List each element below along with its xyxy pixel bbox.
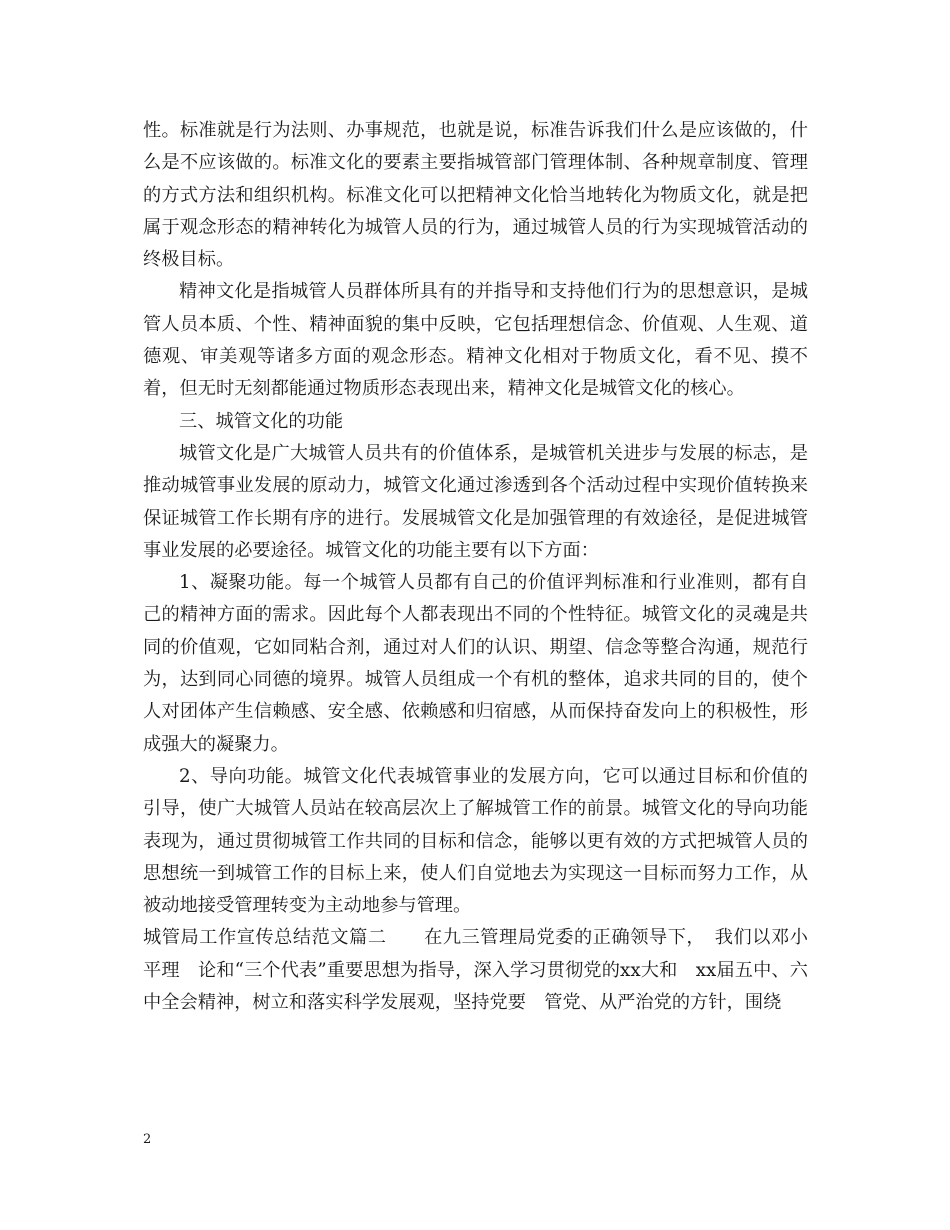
paragraph-guidance-function: 2、导向功能。城管文化代表城管事业的发展方向，它可以通过目标和价值的引导，使广大城管人员站在较高层次上了解城管工作的前景。城管文化的导向功能表现为，通过贯彻城管工作共同的目标和信念，能够以更有效的方式把城管人员的思想统一到城管工作的目标上来，使人们自觉地去为实现这一目标而努力工作，从被动地接受管理转变为主动地参与管理。 — [143, 765, 808, 917]
section-heading-functions: 三、城管文化的功能 — [179, 410, 344, 432]
paragraph-article-two: 城管局工作宣传总结范文篇二 在九三管理局党委的正确领导下， 我们以邓小平理 论和“三个代表”重要思想为指导，深入学习贯彻党的xx大和 xx届五中、六中全会精神，树立和落实科学发展观，坚持党要 管党、从严治党的方针，围绕 — [143, 927, 808, 1014]
paragraph-standard-culture: 性。标准就是行为法则、办事规范，也就是说，标准告诉我们什么是应该做的，什么是不应该做的。标准文化的要素主要指城管部门管理体制、各种规章制度、管理的方式方法和组织机构。标准文化可以把精神文化恰当地转化为物质文化，就是把属于观念形态的精神转化为城管人员的行为，通过城管人员的行为实现城管活动的终极目标。 — [143, 120, 808, 271]
paragraph-cohesion-function: 1、凝聚功能。每一个城管人员都有自己的价值评判标准和行业准则，都有自己的精神方面的需求。因此每个人都表现出不同的个性特征。城管文化的灵魂是共同的价值观，它如同粘合剂，通过对人们的认识、期望、信念等整合沟通，规范行为，达到同心同德的境界。城管人员组成一个有机的整体，追求共同的目的，使个人对团体产生信赖感、安全感、依赖感和归宿感，从而保持奋发向上的积极性，形成强大的凝聚力。 — [143, 572, 808, 755]
document-body — [143, 115, 808, 1019]
paragraph-functions-intro: 城管文化是广大城管人员共有的价值体系，是城管机关进步与发展的标志，是推动城管事业发展的原动力，城管文化通过渗透到各个活动过程中实现价值转换来保证城管工作长期有序的进行。发展城管文化是加强管理的有效途径，是促进城管事业发展的必要途径。城管文化的功能主要有以下方面： — [143, 442, 808, 561]
page-number: 2 — [143, 1132, 152, 1147]
paragraph-spiritual-culture: 精神文化是指城管人员群体所具有的并指导和支持他们行为的思想意识，是城管人员本质、个性、精神面貌的集中反映，它包括理想信念、价值观、人生观、道德观、审美观等诸多方面的观念形态。精神文化相对于物质文化，看不见、摸不着，但无时无刻都能通过物质形态表现出来，精神文化是城管文化的核心。 — [143, 281, 808, 400]
